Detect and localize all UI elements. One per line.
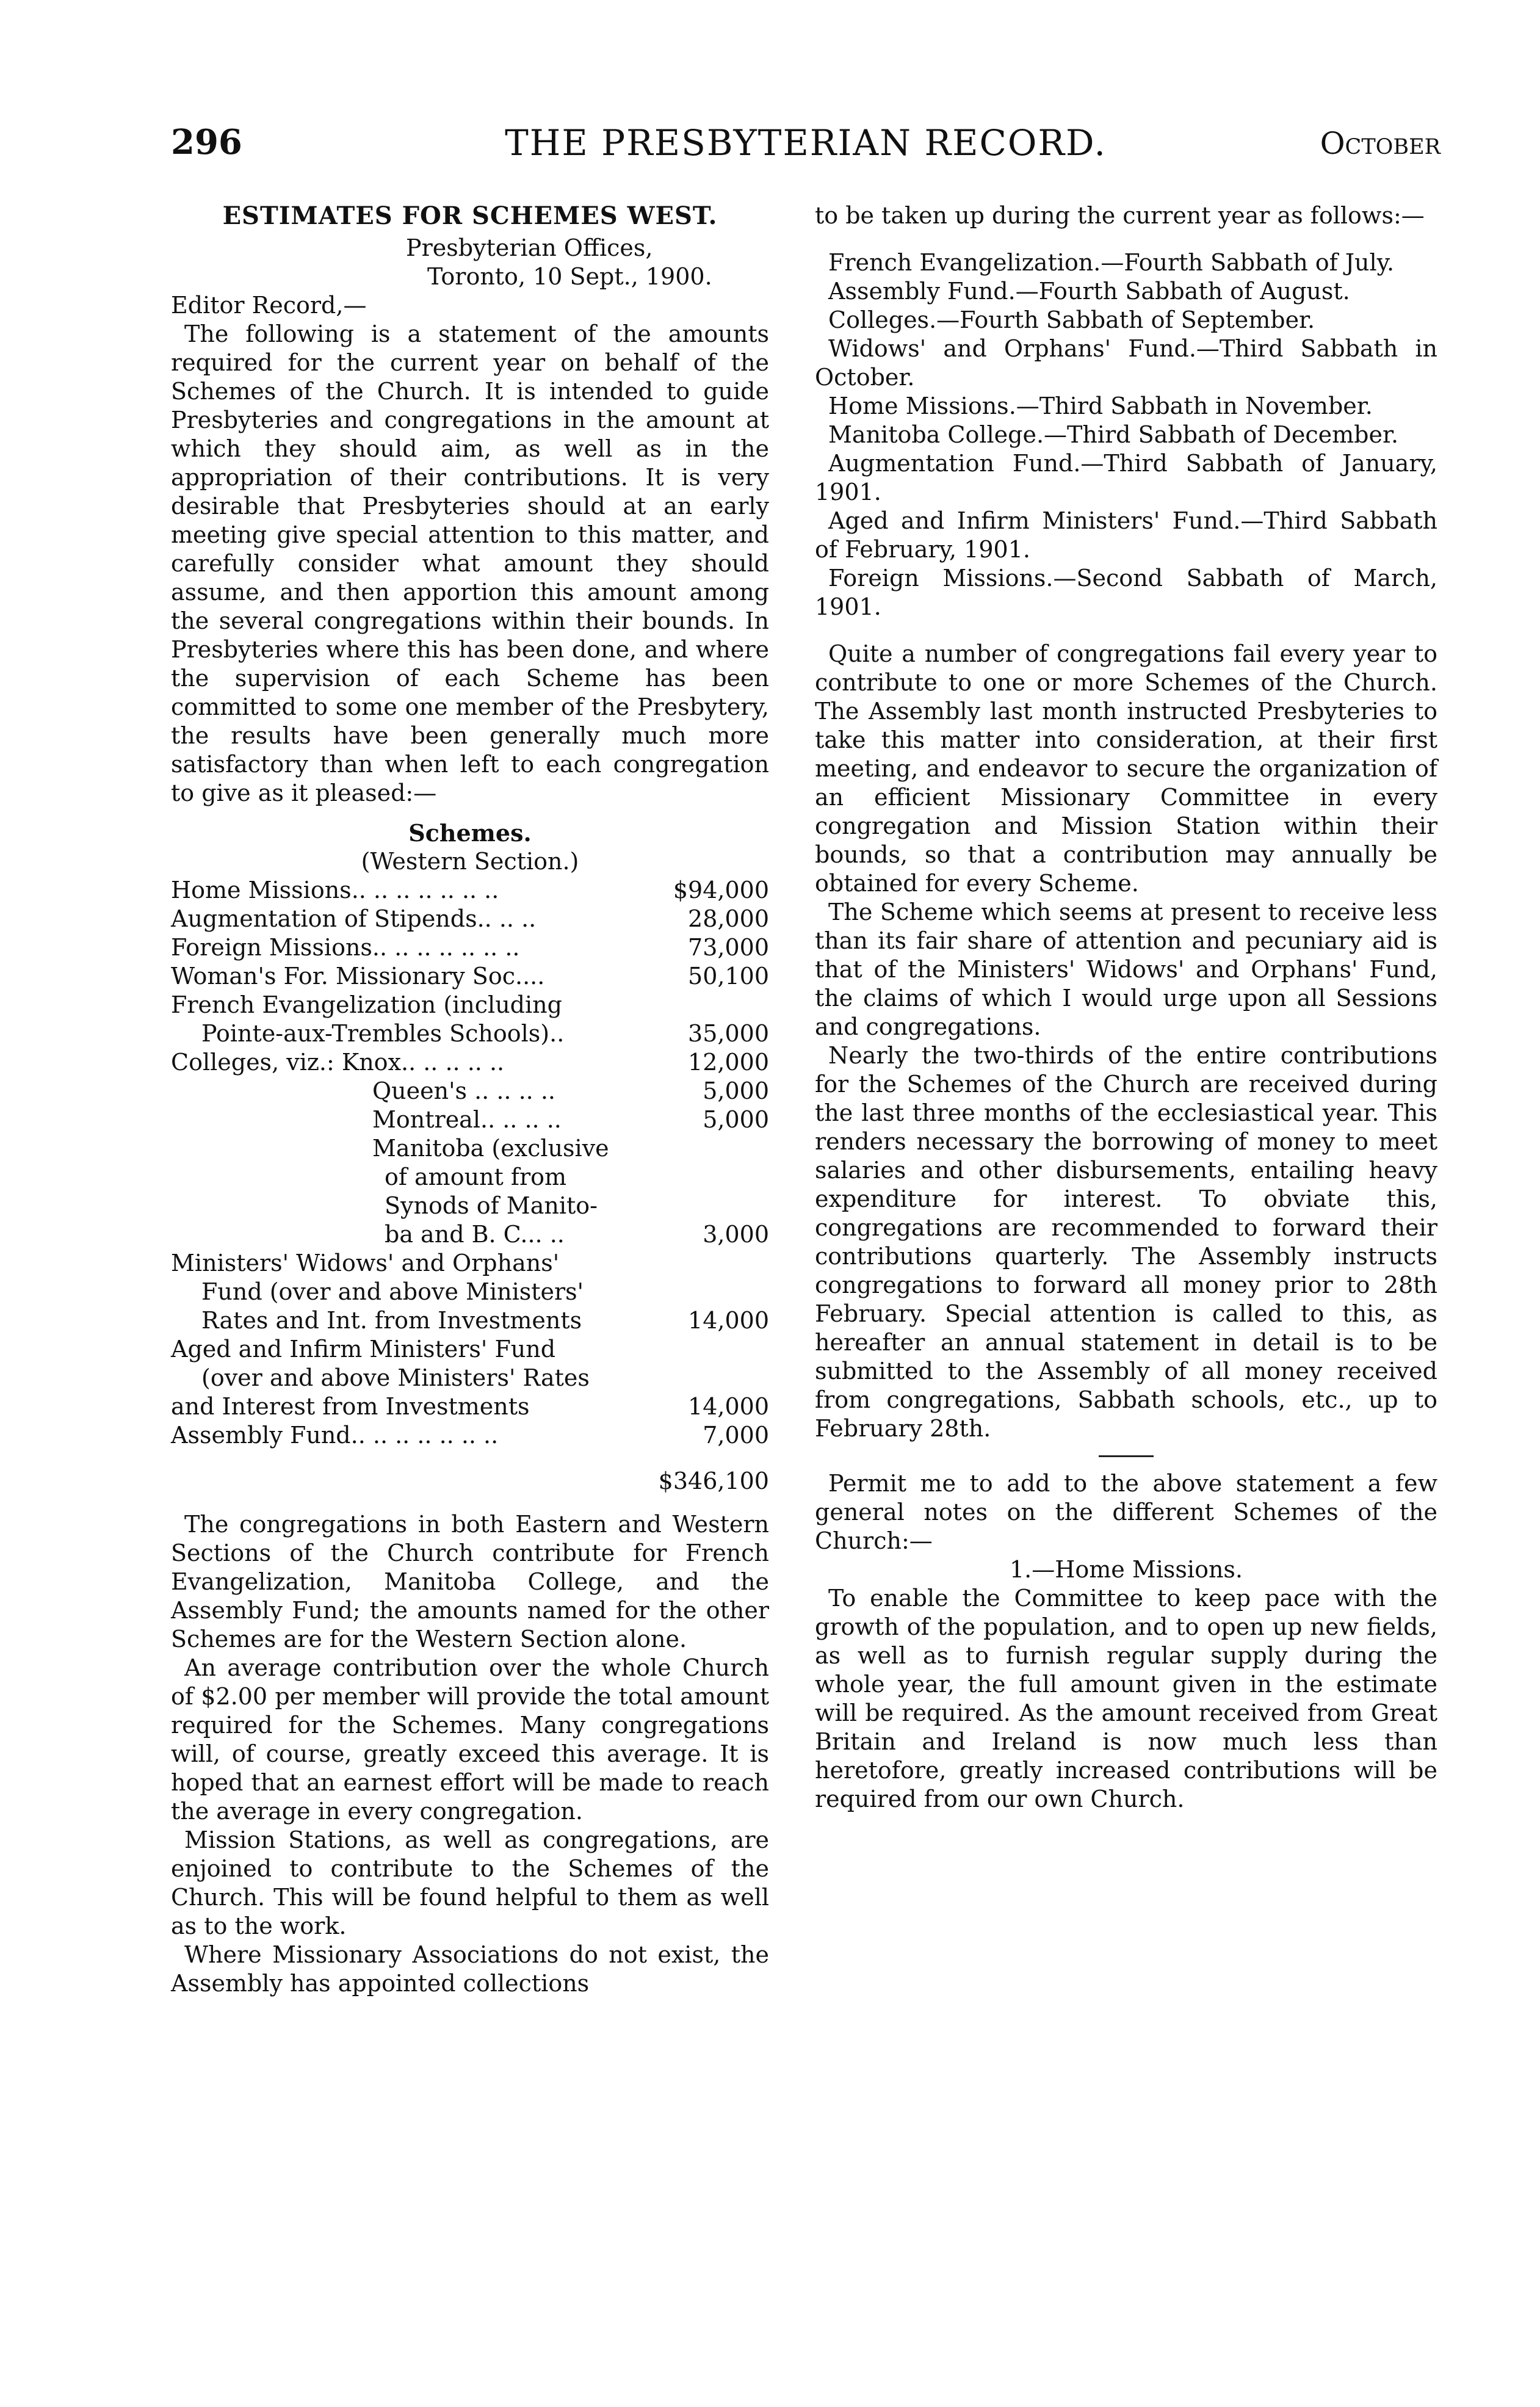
- table-row: [171, 933, 769, 962]
- row-label: of amount from: [385, 1164, 567, 1190]
- paragraph: Quite a number of congregations fail every year to contribute to one or more Schemes of the Church. The Assembly last month instructed Presbyteries to take this matter into consideration, at their first meeting, and endeavor to secure the organization of an efficient Missionary Committee in every congregation and Mission Station within their bounds, so that a contribution may annually be obtained for every Scheme.: [815, 640, 1437, 897]
- paragraph: to be taken up during the current year as follows:—: [815, 202, 1425, 229]
- page-number: 296: [171, 122, 242, 162]
- row-amount: 12,000: [688, 1049, 769, 1076]
- row-amount: [671, 1134, 769, 1163]
- salutation: Editor Record,—: [171, 292, 367, 319]
- left-column: [171, 201, 769, 1998]
- row-amount: [671, 1163, 769, 1192]
- page-header: [171, 122, 1441, 177]
- row-amount: 50,100: [688, 963, 769, 990]
- table-row: [171, 1019, 769, 1048]
- paragraph: The Scheme which seems at present to receive less than its fair share of attention and pecuniary aid is that of the Ministers' Widows' and Orphans' Fund, the claims of which I would urge upon all Sessions and congregations.: [815, 899, 1437, 1040]
- row-label: Home Missions.. .. .. .. .. .. ..: [171, 877, 499, 903]
- paragraph: Permit me to add to the above statement a few general notes on the different Schemes of the Church:—: [815, 1470, 1437, 1554]
- row-label: Colleges, viz.: Knox.. .. .. .. ..: [171, 1049, 505, 1076]
- collection-item: Augmentation Fund.—Third Sabbath of January, 1901.: [815, 450, 1437, 505]
- row-amount: [671, 1249, 769, 1278]
- row-amount: 73,000: [688, 934, 769, 961]
- paragraph: An average contribution over the whole Church of $2.00 per member will provide the total amount required for the Schemes. Many congregations will, of course, greatly exceed this average. It is hoped that an earnest effort will be made to reach the average in every congregation.: [171, 1654, 769, 1825]
- row-label: Ministers' Widows' and Orphans': [171, 1250, 560, 1276]
- schemes-subtitle: (Western Section.): [361, 848, 579, 875]
- table-row: [171, 1249, 769, 1278]
- table-row: [171, 1192, 769, 1220]
- table-row: [171, 1134, 769, 1163]
- paragraph: Nearly the two-thirds of the entire contributions for the Schemes of the Church are received during the last three months of the ecclesiastical year. This renders necessary the borrowing of money to meet salaries and other disbursements, entailing heavy expenditure for interest. To obviate this, congregations are recommended to forward their contributions quarterly. The Assembly instructs congregations to forward all money prior to 28th February. Special attention is called to this, as hereafter an annual statement in detail is to be submitted to the Assembly of all money received from congregations, Sabbath schools, etc., up to February 28th.: [815, 1042, 1437, 1442]
- paragraph: The congregations in both Eastern and Western Sections of the Church contribute for French Evangelization, Manitoba College, and the Assembly Fund; the amounts named for the other Schemes are for the Western Section alone.: [171, 1511, 769, 1652]
- row-amount: 14,000: [688, 1393, 769, 1420]
- schemes-table: [171, 819, 769, 1496]
- row-amount: 3,000: [703, 1221, 769, 1248]
- issue-month: October: [1320, 126, 1441, 161]
- row-label: French Evangelization (including: [171, 991, 562, 1018]
- table-row: [171, 991, 769, 1019]
- collection-item: Aged and Infirm Ministers' Fund.—Third Sabbath of February, 1901.: [815, 507, 1437, 563]
- paragraph: To enable the Committee to keep pace with the growth of the population, and to open up new fields, as well as to furnish regular supply during the whole year, the full amount given in the estimate will be required. As the amount received from Great Britain and Ireland is now much less than heretofore, greatly increased contributions will be required from our own Church.: [815, 1585, 1437, 1812]
- row-label: Queen's .. .. .. ..: [372, 1077, 555, 1104]
- row-amount: [671, 1364, 769, 1392]
- address-line-1: Presbyterian Offices,: [406, 234, 653, 261]
- row-label: ba and B. C... ..: [385, 1221, 565, 1248]
- row-label: Pointe-aux-Trembles Schools)..: [201, 1020, 565, 1047]
- row-amount: [671, 1192, 769, 1220]
- table-row: [171, 1421, 769, 1450]
- table-row: [171, 1392, 769, 1421]
- section-heading: 1.—Home Missions.: [1009, 1556, 1243, 1583]
- row-label: Synods of Manito-: [385, 1192, 598, 1219]
- table-row: [171, 1335, 769, 1364]
- spacer: [815, 621, 1437, 640]
- address-line-2: Toronto, 10 Sept., 1900.: [427, 263, 712, 290]
- row-label: (over and above Ministers' Rates: [201, 1364, 590, 1391]
- row-amount: [671, 1278, 769, 1306]
- publication-title: THE PRESBYTERIAN RECORD.: [505, 122, 1107, 164]
- paragraph: Where Missionary Associations do not exist, the Assembly has appointed collections: [171, 1941, 769, 1997]
- row-amount: $94,000: [673, 877, 769, 903]
- collection-item: Widows' and Orphans' Fund.—Third Sabbath in October.: [815, 335, 1437, 391]
- table-row: [171, 1364, 769, 1392]
- table-row: [171, 1163, 769, 1192]
- row-label: Manitoba (exclusive: [372, 1135, 609, 1162]
- table-row: [171, 905, 769, 933]
- table-row: [171, 1220, 769, 1249]
- row-amount: 28,000: [688, 905, 769, 932]
- row-label: Augmentation of Stipends.. .. ..: [171, 905, 537, 932]
- row-amount: 5,000: [703, 1077, 769, 1104]
- table-row: [171, 1306, 769, 1335]
- row-amount: 35,000: [688, 1020, 769, 1047]
- table-row: [171, 876, 769, 905]
- spacer: [815, 230, 1437, 248]
- collection-item: French Evangelization.—Fourth Sabbath of July.: [828, 249, 1395, 276]
- row-label: Assembly Fund.. .. .. .. .. .. ..: [171, 1422, 499, 1449]
- row-label: Montreal.. .. .. ..: [372, 1106, 562, 1133]
- table-row: [171, 962, 769, 991]
- row-amount: 5,000: [703, 1106, 769, 1133]
- row-label: Woman's For. Missionary Soc....: [171, 963, 545, 990]
- row-amount: 14,000: [688, 1307, 769, 1334]
- right-column: [815, 201, 1437, 1814]
- paragraph: Mission Stations, as well as congregations, are enjoined to contribute to the Schemes of the Church. This will be found helpful to them as well as to the work.: [171, 1826, 769, 1939]
- divider: [1099, 1455, 1154, 1457]
- row-label: and Interest from Investments: [171, 1393, 530, 1420]
- collection-item: Assembly Fund.—Fourth Sabbath of August.: [828, 278, 1350, 305]
- schemes-total: $346,100: [658, 1468, 769, 1494]
- row-label: Rates and Int. from Investments: [201, 1307, 582, 1334]
- row-amount: 7,000: [703, 1422, 769, 1449]
- table-row: [171, 1106, 769, 1134]
- collection-item: Foreign Missions.—Second Sabbath of March, 1901.: [815, 565, 1437, 620]
- collection-item: Manitoba College.—Third Sabbath of December.: [828, 421, 1399, 448]
- row-label: Aged and Infirm Ministers' Fund: [171, 1336, 556, 1363]
- schemes-title: Schemes.: [408, 819, 532, 847]
- table-row: [171, 1048, 769, 1077]
- table-row: [171, 1278, 769, 1306]
- row-label: Fund (over and above Ministers': [201, 1278, 584, 1305]
- paragraph: The following is a statement of the amounts required for the current year on behalf of the Schemes of the Church. It is intended to guide Presbyteries and congregations in the amount at which they should aim, as well as in the appropriation of their contributions. It is very desirable that Presbyteries should at an early meeting give special attention to this matter, and carefully consider what amount they should assume, and then apportion this amount among the several congregations within their bounds. In Presbyteries where this has been done, and where the supervision of each Scheme has been committed to some one member of the Presbytery, the results have been generally much more satisfactory than when left to each congregation to give as it pleased:—: [171, 320, 769, 806]
- table-row: [171, 1077, 769, 1106]
- article-heading: ESTIMATES FOR SCHEMES WEST.: [222, 201, 718, 230]
- row-amount: [671, 991, 769, 1019]
- row-amount: [671, 1335, 769, 1364]
- collection-item: Colleges.—Fourth Sabbath of September.: [828, 306, 1315, 333]
- collection-item: Home Missions.—Third Sabbath in November.: [828, 393, 1373, 419]
- row-label: Foreign Missions.. .. .. .. .. .. ..: [171, 934, 520, 961]
